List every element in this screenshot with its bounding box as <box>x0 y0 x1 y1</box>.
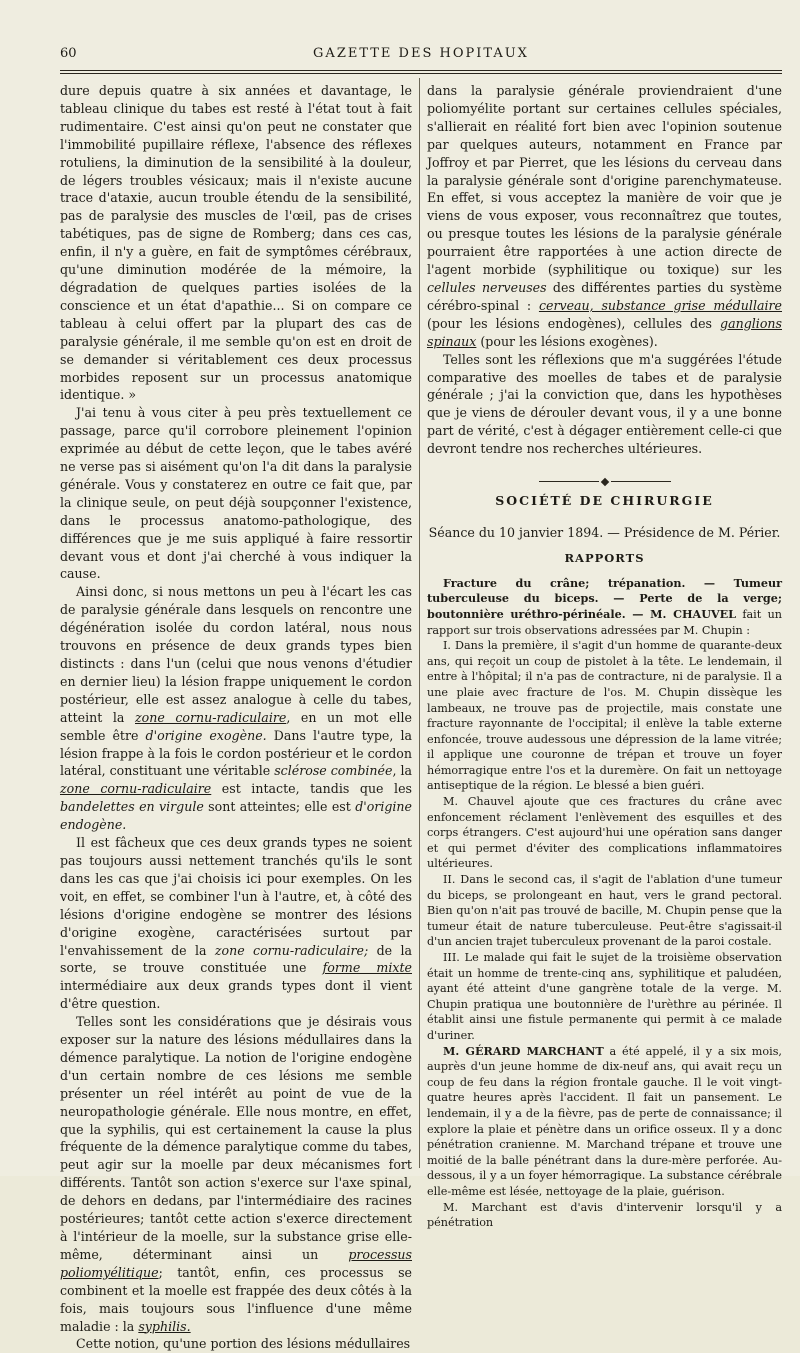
paragraph: Il est fâcheux que ces deux grands types ne soient pas toujours aussi nettement tranchés qu'ils le sont dans les cas que j'ai choisis ici pour exemples. On les voit, en effet, se combiner l'un à l'autre, et, à côté des lésions d'origine endogène se montrer des lésions d'origine exogène, caractérisées surtout par l'envahissement de la zone cornu-radiculaire; de la sorte, se trouve constituée une forme mixte intermédiaire aux deux grands types dont il vient d'être question. <box>60 835 412 1012</box>
observation-2: II. Dans le second cas, il s'agit de l'ablation d'une tumeur du biceps, se prolongeant en haut, vers le grand pectoral. Bien qu'on n'ait pas trouvé de bacille, M. Chupin pense que la tumeur était de nature tuberculeuse. Peut-être s'agissait-il d'un ancien trajet tuberculeux provenant de la paroi costale. <box>427 873 782 949</box>
paragraph: dans la paralysie générale proviendraient d'une poliomyélite portant sur certaines cellules spéciales, s'allierait en réalité fort bien avec l'opinion soutenue par quelques auteurs, notamment en France par Joffroy et par Pierret, que les lésions du cerveau dans la paralysie générale sont d'origine parenchymateuse. En effet, si vous acceptez la manière de voir que je viens de vous exposer, vous reconnaîtrez que toutes, ou presque toutes les lésions de la paralysie générale pourraient être rapportées à une action directe de l'agent morbide (syphilitique ou toxique) sur les cellules nerveuses des différentes parties du système cérébro-spinal : cerveau, substance grise médullaire (pour les lésions endogènes), cellules des ganglions spinaux (pour les lésions exogènes). <box>427 83 782 349</box>
section-title: SOCIÉTÉ DE CHIRURGIE <box>495 493 714 509</box>
page-header <box>60 44 782 66</box>
section-ornament <box>427 472 782 482</box>
paragraph: Telles sont les considérations que je désirais vous exposer sur la nature des lésions médullaires dans la démence paralytique. La notion de l'origine endogène d'un certain nombre de ces lésions me semble présenter un réel intérêt au point de vue de la neuropathologie générale. Elle nous montre, en effet, que la syphilis, qui est certainement la cause la plus fréquente de la démence paralytique comme du tabes, peut agir sur la moelle par deux mécanismes fort différents. Tantôt son action s'exerce sur l'axe spinal, de dehors en dedans, par l'intermédiaire des racines postérieures; tantôt cette action s'exerce directement à l'intérieur de la moelle, sur la substance grise elle-même, déterminant ainsi un processus poliomyélitique; tantôt, enfin, ces processus se combinent et la moelle est frappée des deux côtés à la fois, mais toujours sous l'influence d'une même maladie : la syphilis. <box>60 1014 412 1334</box>
column-divider <box>419 78 420 1168</box>
right-column <box>427 82 782 1231</box>
observation-5: M. Marchant est d'avis d'intervenir lorsqu'il y a pénétration <box>427 1200 782 1230</box>
page-number: 60 <box>60 46 77 61</box>
paragraph: J'ai tenu à vous citer à peu près textuellement ce passage, parce qu'il corrobore pleinement l'opinion exprimée au début de cette leçon, que le tabes avéré ne verse pas si aisément qu'on l'a dit dans la paralysie générale. Vous y constaterez en outre ce fait que, par la clinique seule, on peut déjà soupçonner l'existence, dans le processus anatomo-pathologique, des différences que je me suis appliqué à faire ressortir devant vous et dont j'ai cherché à vous indiquer la cause. <box>60 405 412 582</box>
journal-title: GAZETTE DES HOPITAUX <box>313 46 529 61</box>
observation-3: III. Le malade qui fait le sujet de la troisième observation était un homme de trente-cinq ans, syphilitique et paludéen, ayant été atteint d'une gangrène totale de la verge. M. Chupin pratiqua une boutonnière de l'urèthre au périnée. Il établit ainsi une fistule permanente qui permit à ce malade d'uriner. <box>427 951 782 1042</box>
reports-heading: RAPPORTS <box>564 550 645 565</box>
left-column <box>60 82 412 1353</box>
observation-1-comment: M. Chauvel ajoute que ces fractures du crâne avec enfoncement réclament l'enlèvement des esquilles et des corps étrangers. C'est aujourd'hui une opération sans danger et qui permet d'éviter des complications inflammatoires ultérieures. <box>427 795 782 871</box>
header-rule <box>60 70 782 71</box>
observation-4: M. GÉRARD MARCHANT a été appelé, il y a six mois, auprès d'un jeune homme de dix-neuf ans, qui avait reçu un coup de feu dans la région frontale gauche. Il le voit vingt-quatre heures après l'accident. Il fait un pansement. Le lendemain, il y a de la fièvre, pas de perte de connaissance; il explore la plaie et pénètre dans un orifice osseux. Il y a donc pénétration cranienne. M. Marchand trépane et trouve une moitié de la balle pénétrant dans la dure-mère perforée. Au-dessous, il y a un foyer hémorragique. La substance cérébrale elle-même est lésée, nettoyage de la plaie, guérison. <box>427 1043 782 1198</box>
header-rule-double <box>60 73 782 74</box>
paragraph: Telles sont les réflexions que m'a suggérées l'étude comparative des moelles de tabes et de paralysie générale ; j'ai la conviction que, dans les hypothèses que je viens de dérouler devant vous, il y a une bonne part de vérité, c'est à dégager entièrement celle-ci que devront tendre nos recherches ultérieures. <box>427 351 782 457</box>
paragraph: Cette notion, qu'une portion des lésions médullaires <box>76 1336 411 1352</box>
paragraph: Ainsi donc, si nous mettons un peu à l'écart les cas de paralysie générale dans lesquels on rencontre une dégénération isolée du cordon latéral, nous nous trouvons en présence de deux grands types bien distincts : dans l'un (celui que nous venons d'étudier en dernier lieu) la lésion frappe uniquement le cordon postérieur, elle est assez analogue à celle du tabes, atteint la zone cornu-radiculaire, en un mot elle semble être d'origine exogène. Dans l'autre type, la lésion frappe à la fois le cordon postérieur et le cordon latéral, constituant une véritable sclérose combinée, la zone cornu-radiculaire est intacte, tandis que les bandelettes en virgule sont atteintes; elle est d'origine endogène. <box>60 584 412 833</box>
session-line: Séance du 10 janvier 1894. — Présidence de M. Périer. <box>428 524 781 540</box>
observation-1: I. Dans la première, il s'agit d'un homme de quarante-deux ans, qui reçoit un coup de pistolet à la tête. Le lendemain, il entre à l'hôpital; il n'a pas de contracture, ni de paralysie. Il a une plaie avec fracture de l'os. M. Chupin dissèque les lambeaux, ne trouve pas de projectile, mais constate une fracture rayonnante de l'occipital; il enlève la table externe enfoncée, trouve audessous une dépression de la lame vitrée; il applique une couronne de trépan et trouve un foyer hémorragique entre l'os et la duremère. On fait un nettoyage antiseptique de la région. Le blessé a bien guéri. <box>427 639 782 793</box>
paragraph: dure depuis quatre à six années et davantage, le tableau clinique du tabes est resté à l'état tout à fait rudimentaire. C'est ainsi qu'on peut ne constater que l'immobilité pupillaire réflexe, l'absence des réflexes rotuliens, la diminution de la sensibilité à la douleur, de légers troubles vésicaux; mais il n'existe aucune trace d'ataxie, aucun trouble étendu de la sensibilité, pas de paralysie des muscles de l'œil, pas de crises tabétiques, pas de signe de Romberg; dans ces cas, enfin, il n'y a guère, en fait de symptômes cérébraux, qu'une diminution modérée de la mémoire, la dégradation de quelques parties isolées de la conscience et un état d'apathie... Si on compare ce tableau à celui offert par la plupart des cas de paralysie générale, il me semble qu'on est en droit de se demander si véritablement ces deux processus morbides reposent sur un processus anatomique identique. » <box>60 83 412 403</box>
report-intro: Fracture du crâne; trépanation. — Tumeur tuberculeuse du biceps. — Perte de la verge; boutonnière uréthro-périnéale. — M. CHAUVEL fait un rapport sur trois observations adressées par M. Chupin : <box>427 575 782 637</box>
